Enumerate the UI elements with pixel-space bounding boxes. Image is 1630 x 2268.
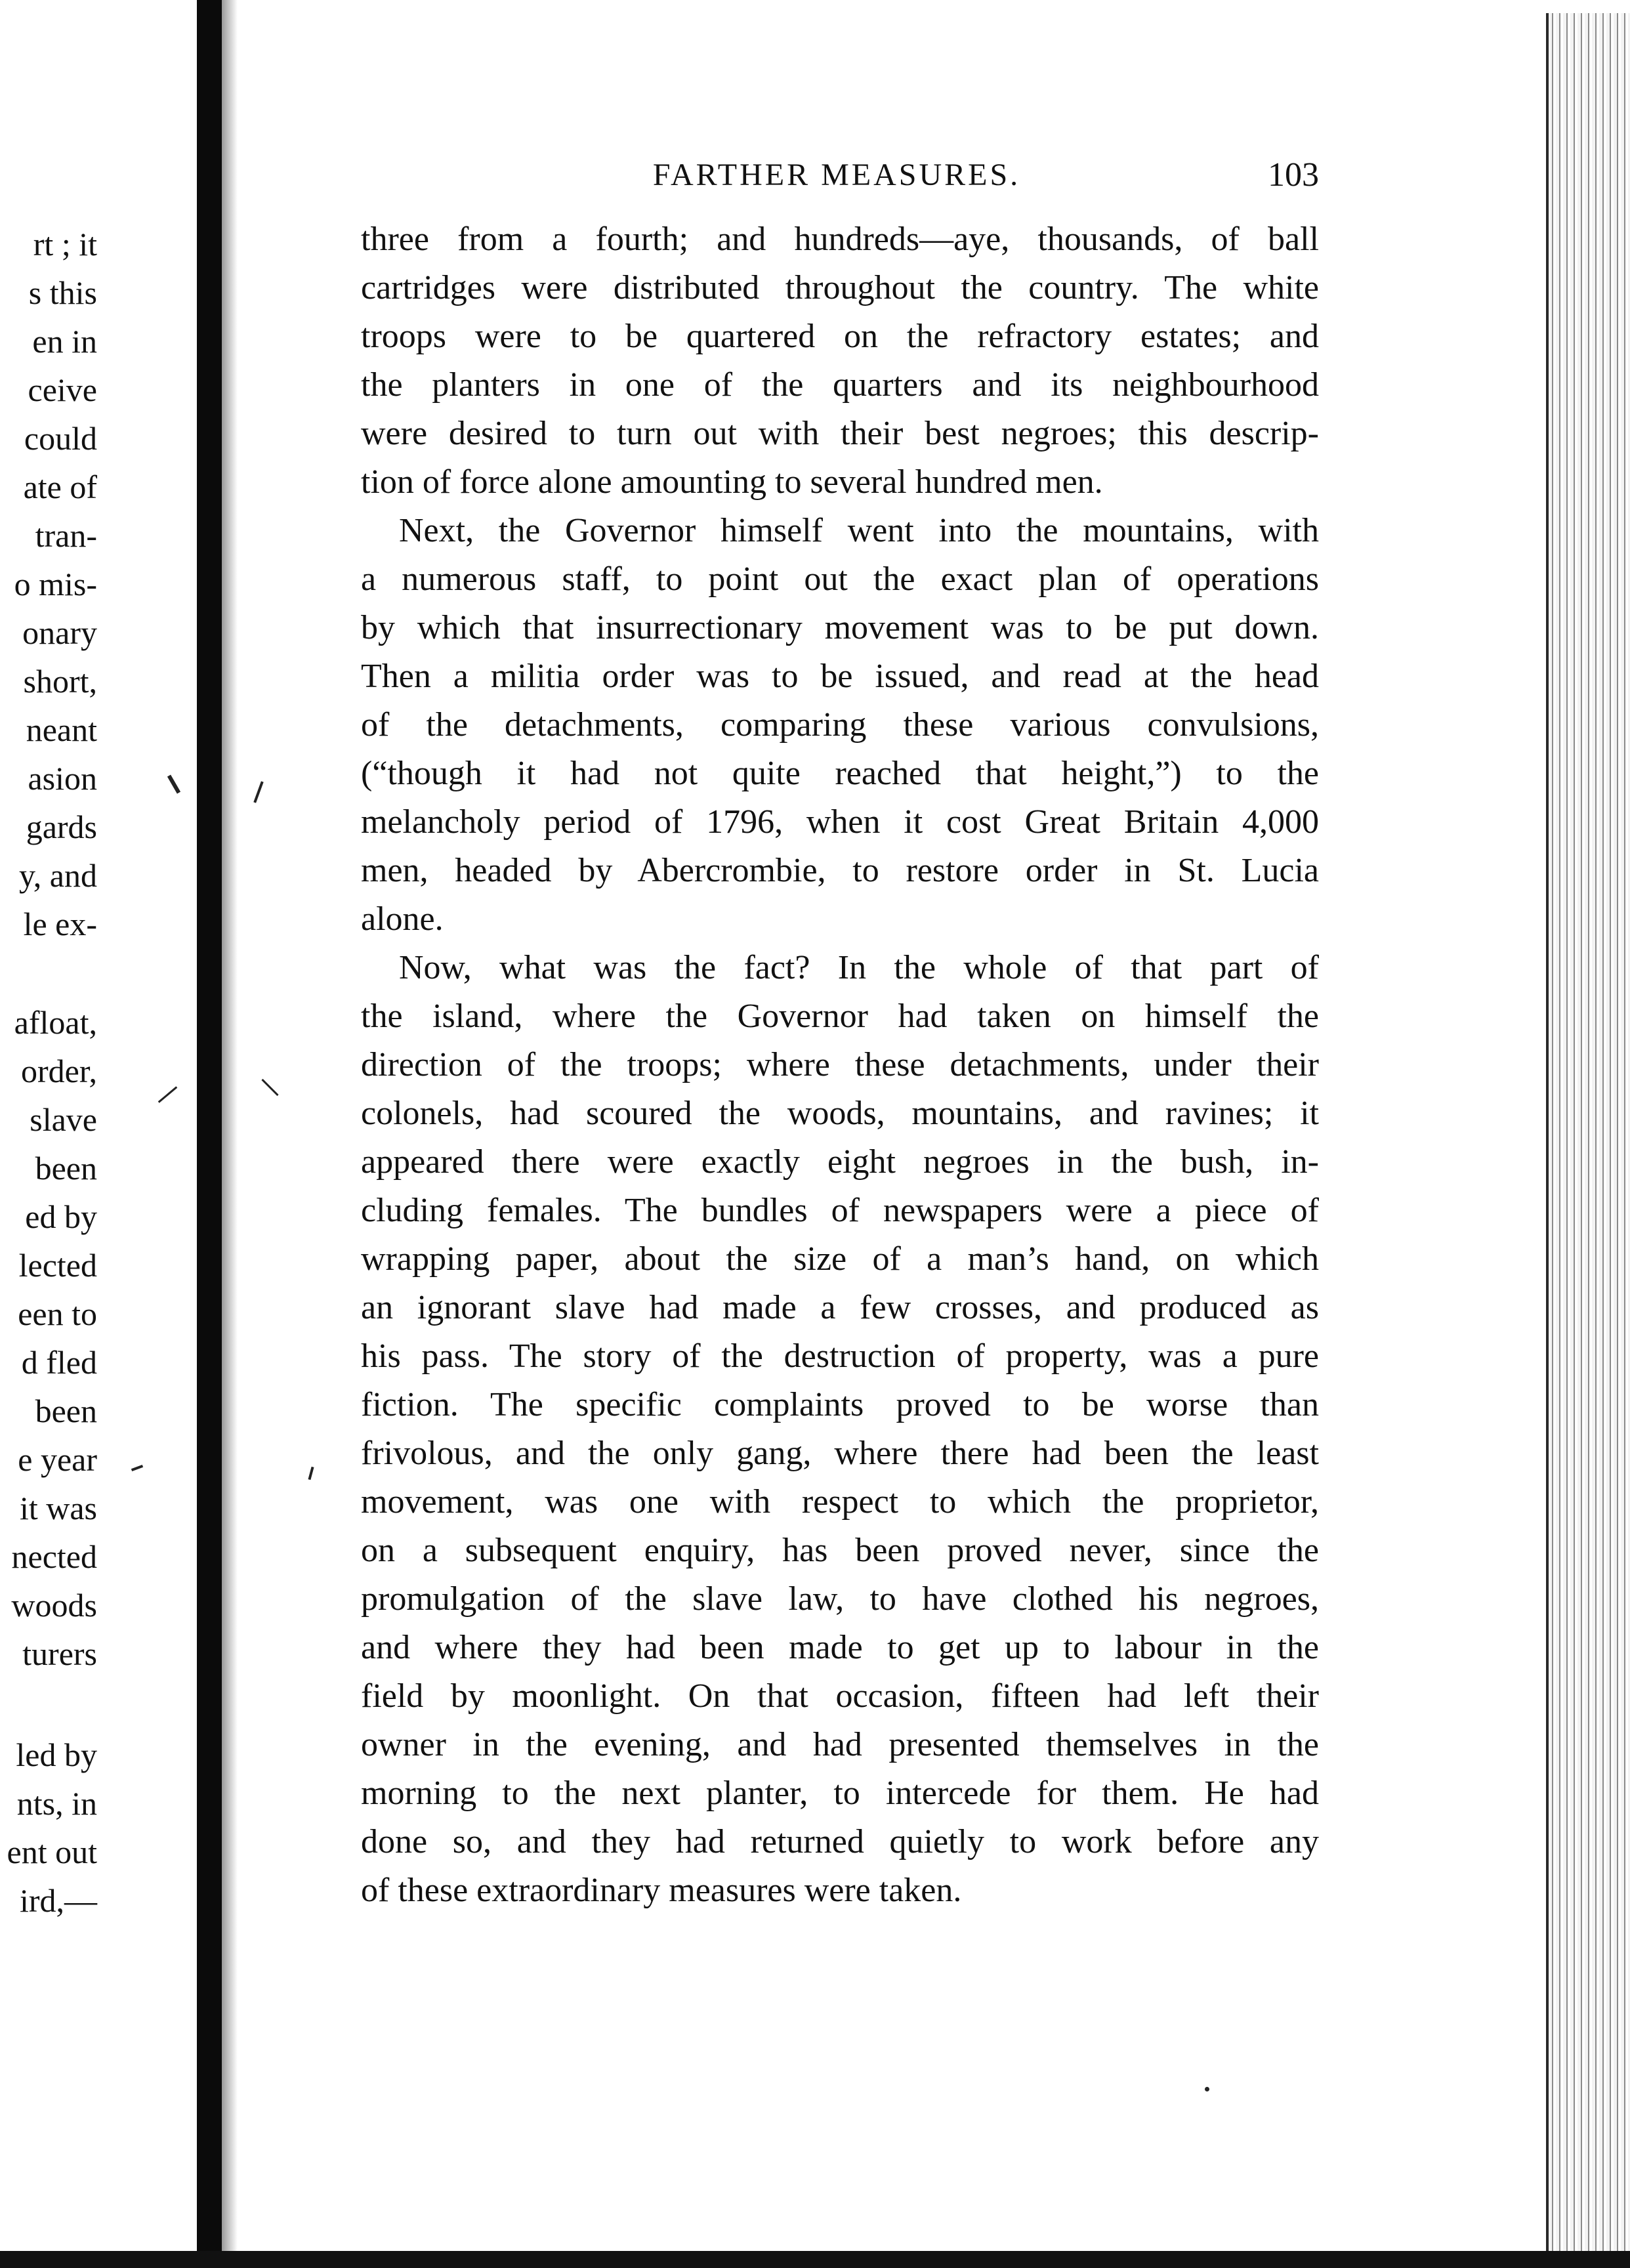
left-page-line: tran- [35,517,97,554]
text-line: field by moonlight. On that occasion, fifteen had left their [361,1677,1319,1715]
left-page-line: slave [30,1101,97,1138]
text-line: the planters in one of the quarters and its neighbourhood [361,366,1319,404]
gutter-shadow [222,0,238,2268]
left-page-line: could [24,420,97,457]
paragraph-first-line: Next, the Governor himself went into the mountains, with [399,512,1319,549]
running-head-title: FARTHER MEASURES. [652,158,1021,192]
left-facing-page [0,0,197,2268]
left-page-line: led by [16,1736,97,1773]
text-line: tion of force alone amounting to several hundred men. [361,463,1103,501]
left-page-line: rt ; it [33,226,97,262]
left-page-line: been [35,1150,97,1186]
text-line: melancholy period of 1796, when it cost Great Britain 4,000 [361,803,1319,841]
body-text [361,215,1319,1915]
left-page-line: o mis- [14,566,97,602]
left-page-line: turers [22,1635,97,1672]
text-line: the island, where the Governor had taken on himself the [361,998,1319,1035]
left-page-line: ceive [28,371,97,408]
left-page-line: e year [18,1441,97,1478]
text-line: on a subsequent enquiry, has been proved never, since the [361,1532,1319,1569]
scan-speck [261,1079,278,1096]
text-line: appeared there were exactly eight negroes in the bush, in- [361,1143,1319,1181]
left-page-line: woods [11,1587,97,1624]
text-line: fiction. The specific complaints proved to be worse than [361,1386,1319,1423]
text-line: wrapping paper, about the size of a man’s hand, on which [361,1240,1319,1278]
scan-speck [1205,2087,1209,2091]
bottom-shadow [0,2251,1630,2268]
page-edges-stack [1549,13,1630,2258]
left-page-line: nected [11,1538,97,1575]
left-page-line: asion [28,760,97,797]
text-line: his pass. The story of the destruction of property, was a pure [361,1337,1319,1375]
text-line: morning to the next planter, to intercede for them. He had [361,1774,1319,1812]
text-line: three from a fourth; and hundreds—aye, thousands, of ball [361,220,1319,258]
text-line: an ignorant slave had made a few crosses, and produced as [361,1289,1319,1326]
left-page-line: nts, in [16,1785,97,1822]
text-line: of these extraordinary measures were taken. [361,1872,962,1909]
text-line: colonels, had scoured the woods, mountains, and ravines; it [361,1095,1319,1132]
text-line: direction of the troops; where these detachments, under their [361,1046,1319,1083]
text-line: (“though it had not quite reached that height,”) to the [361,755,1319,792]
left-page-line: it was [19,1490,97,1526]
left-page-line: gards [26,808,97,845]
text-line: alone. [361,900,444,938]
book-gutter [197,0,222,2268]
left-page-line: ed by [25,1198,97,1235]
left-page-line: y, and [19,857,97,894]
page-number: 103 [1268,156,1319,194]
left-page-line: order, [21,1053,97,1089]
left-page-line: d fled [21,1344,97,1381]
left-page-line: short, [23,663,97,700]
left-page-line: neant [26,711,97,748]
text-line: cluding females. The bundles of newspapers were a piece of [361,1192,1319,1229]
text-line: movement, was one with respect to which the proprietor, [361,1483,1319,1521]
left-page-line: onary [22,614,97,651]
left-page-line: been [35,1393,97,1429]
paragraph-first-line: Now, what was the fact? In the whole of that part of [399,949,1319,986]
left-page-line: ird,— [19,1882,97,1919]
text-line: frivolous, and the only gang, where there had been the least [361,1435,1319,1472]
left-page-line: le ex- [23,906,97,942]
left-page-line: afloat, [14,1004,97,1041]
text-line: men, headed by Abercrombie, to restore order in St. Lucia [361,852,1319,889]
text-line: of the detachments, comparing these various convulsions, [361,706,1319,744]
text-line: cartridges were distributed throughout the country. The white [361,269,1319,306]
left-page-line: ent out [7,1834,97,1870]
text-line: owner in the evening, and had presented themselves in the [361,1726,1319,1763]
left-page-line: s this [28,274,97,311]
scan-speck [253,781,263,803]
text-line: troops were to be quartered on the refractory estates; and [361,318,1319,355]
running-head [354,152,1319,198]
left-page-line: ate of [23,469,97,505]
left-page-line: lected [18,1247,97,1284]
text-line: by which that insurrectionary movement was to be put down. [361,609,1319,646]
scan-speck [308,1467,314,1480]
text-line: Then a militia order was to be issued, and read at the head [361,658,1319,695]
left-page-line: en in [32,323,97,360]
text-line: done so, and they had returned quietly to work before any [361,1823,1319,1860]
left-page-line: een to [18,1295,97,1332]
text-line: were desired to turn out with their best negroes; this descrip- [361,415,1319,452]
text-line: a numerous staff, to point out the exact plan of operations [361,560,1319,598]
text-line: promulgation of the slave law, to have clothed his negroes, [361,1580,1319,1618]
text-line: and where they had been made to get up to labour in the [361,1629,1319,1666]
